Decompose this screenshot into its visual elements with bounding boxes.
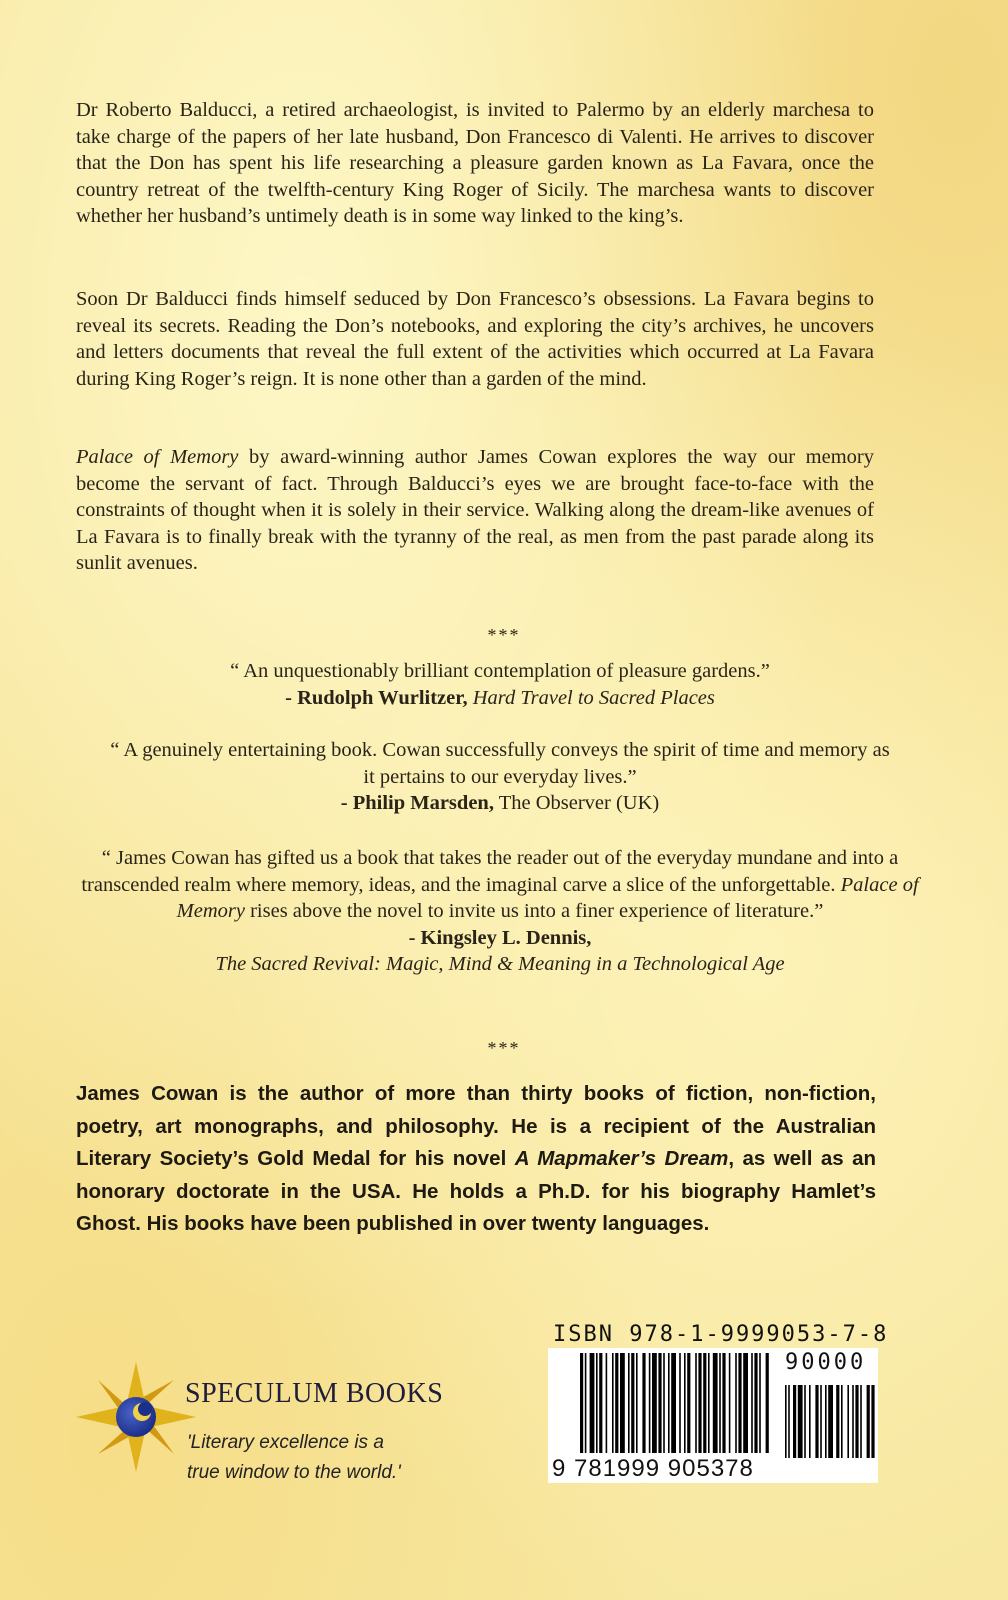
barcode-bar	[649, 1353, 651, 1453]
barcode-addon-bar	[820, 1385, 822, 1458]
barcode-number: 9 781999 905378	[552, 1455, 754, 1482]
barcode-addon-bar	[809, 1385, 811, 1458]
barcode-addon-bar	[828, 1385, 833, 1458]
author-bio-a: James Cowan is the author of more than thirty books of fiction, non-fiction, poetry, art monographs, and philosophy. He is a recipient of the Australian Literary Society’s Gold Medal for his novel	[76, 1082, 876, 1170]
quote-1-text: “ An unquestionably brilliant contemplation of pleasure gardens.”	[230, 660, 770, 682]
barcode-bar	[708, 1353, 710, 1453]
publisher-tagline	[187, 1428, 401, 1488]
author-bio-title: A Mapmaker’s Dream	[514, 1147, 729, 1170]
barcode-bar	[751, 1353, 753, 1453]
barcode-bar	[671, 1353, 676, 1453]
barcode-bar	[652, 1353, 657, 1453]
barcode-bar	[658, 1353, 661, 1453]
barcode-addon-bar	[841, 1385, 843, 1458]
barcode-bar	[766, 1353, 769, 1453]
blurb-paragraph-3-text: by award-winning author James Cowan explores the way our memory become the servant of fact. Through Balducci’s eyes we are brought face-to-face with the constraints of thought when it is solely in their service. Walking along the dream-like avenues of La Favara is to finally break with the tyranny of the real, as men from the past parade along its sunlit avenues.	[76, 446, 875, 574]
publisher-name: SPECULUM BOOKS	[185, 1378, 444, 1409]
barcode-bar	[679, 1353, 681, 1453]
barcode-addon-number: 90000	[785, 1350, 867, 1375]
barcode-bar	[738, 1353, 741, 1453]
barcode-bar	[599, 1353, 602, 1453]
isbn-label: ISBN 978-1-9999053-7-8	[553, 1322, 889, 1347]
barcode-bar	[735, 1353, 737, 1453]
barcode-addon-bar	[855, 1385, 858, 1458]
publisher-tagline-2: true window to the world.'	[187, 1462, 401, 1483]
compass-star-icon	[76, 1362, 196, 1472]
barcode-bar	[580, 1353, 583, 1453]
quote-1	[70, 658, 930, 711]
quote-3-source: The Sacred Revival: Magic, Mind & Meaning in a Technological Age	[215, 953, 785, 975]
barcode-addon-bar	[860, 1385, 862, 1458]
barcode-bar	[606, 1353, 608, 1453]
quote-3-author: - Kingsley L. Dennis,	[408, 926, 592, 949]
barcode-addon-bar	[847, 1385, 849, 1458]
barcode-bar	[684, 1353, 686, 1453]
quote-2-author: - Philip Marsden,	[340, 792, 494, 814]
quote-1-author: - Rudolph Wurlitzer,	[285, 686, 468, 709]
quote-3-title: Palace of Memory	[176, 873, 919, 922]
book-title: Palace of Memory	[76, 446, 239, 468]
quote-3-text	[70, 845, 930, 925]
quote-3-text-a: “ James Cowan has gifted us a book that takes the reader out of the everyday mundane and into a transcended realm where memory, ideas, and the imaginal carve a slice of the unforgettable.	[81, 847, 899, 896]
barcode-addon-bar	[871, 1385, 874, 1458]
quote-2	[70, 737, 930, 817]
quote-2-text: “ A genuinely entertaining book. Cowan successfully conveys the spirit of time and memory as it pertains to our everyday lives.”	[110, 739, 890, 788]
barcode-bar	[596, 1353, 598, 1453]
barcode-bar	[612, 1353, 614, 1453]
barcode-addon-bar	[852, 1385, 854, 1458]
quote-1-source: Hard Travel to Sacred Places	[467, 686, 715, 709]
barcode-bar	[585, 1353, 587, 1453]
barcode-bar	[636, 1353, 638, 1453]
barcode-bar	[642, 1353, 645, 1453]
barcode-bar	[687, 1353, 690, 1453]
barcode-addon-bar	[804, 1385, 806, 1458]
barcode-bar	[663, 1353, 665, 1453]
barcode-bar	[590, 1353, 595, 1453]
barcode-bar	[615, 1353, 618, 1453]
barcode-bar	[703, 1353, 706, 1453]
separator-1: ***	[487, 625, 521, 645]
barcode-addon-bar	[836, 1385, 839, 1458]
barcode-bar	[719, 1353, 721, 1453]
blurb-paragraph-2: Soon Dr Balducci finds himself seduced by Don Francesco’s obsessions. La Favara begins to reveal its secrets. Reading the Don’s notebooks, and exploring the city’s archives, he uncovers and letters documents that reveal the full extent of the activities which occurred at La Favara during King Roger’s reign. It is none other than a garden of the mind.	[76, 288, 874, 390]
barcode-addon-bar	[785, 1385, 787, 1458]
barcode-bar	[695, 1353, 697, 1453]
author-bio-b: , as well as an honorary doctorate in the USA. He holds a Ph.D. for his biography Hamlet’s Ghost. His books have been published in over twenty languages.	[76, 1147, 876, 1235]
barcode-addon-bar	[793, 1385, 796, 1458]
barcode-addon-bar	[788, 1385, 790, 1458]
quote-2-source: The Observer (UK)	[493, 792, 660, 814]
barcode-bar	[628, 1353, 630, 1453]
quote-1-attribution	[70, 685, 930, 712]
separator-2: ***	[487, 1038, 521, 1058]
barcode-bar	[729, 1353, 731, 1453]
quote-3	[70, 845, 930, 978]
barcode-bar	[620, 1353, 625, 1453]
barcode-addon-bar	[825, 1385, 827, 1458]
blurb-paragraph-1: Dr Roberto Balducci, a retired archaeologist, is invited to Palermo by an elderly marchesa to take charge of the papers of her late husband, Don Francesco di Valenti. He arrives to discover that the Don has spent his life researching a pleasure garden known as La Favara, once the country retreat of the twelfth-century King Roger of Sicily. The marchesa wants to discover whether her husband’s untimely death is in some way linked to the king’s.	[76, 99, 874, 227]
barcode-bar	[713, 1353, 718, 1453]
barcode-bar	[743, 1353, 748, 1453]
quote-2-attribution	[70, 790, 930, 817]
barcode-bar	[759, 1353, 761, 1453]
barcode-addon-bar	[815, 1385, 818, 1458]
author-bio	[76, 1078, 876, 1241]
barcode-bar	[668, 1353, 670, 1453]
barcode-bar	[698, 1353, 701, 1453]
publisher-tagline-1: 'Literary excellence is a	[187, 1432, 384, 1453]
blurb-paragraph-3	[76, 444, 874, 577]
barcode-addon-bar	[798, 1385, 803, 1458]
barcode-addon-bar	[867, 1385, 870, 1458]
barcode-bar	[754, 1353, 757, 1453]
quote-3-text-b: rises above the novel to invite us into a finer experience of literature.”	[244, 900, 824, 922]
barcode-bar	[631, 1353, 634, 1453]
barcode-bar	[722, 1353, 725, 1453]
